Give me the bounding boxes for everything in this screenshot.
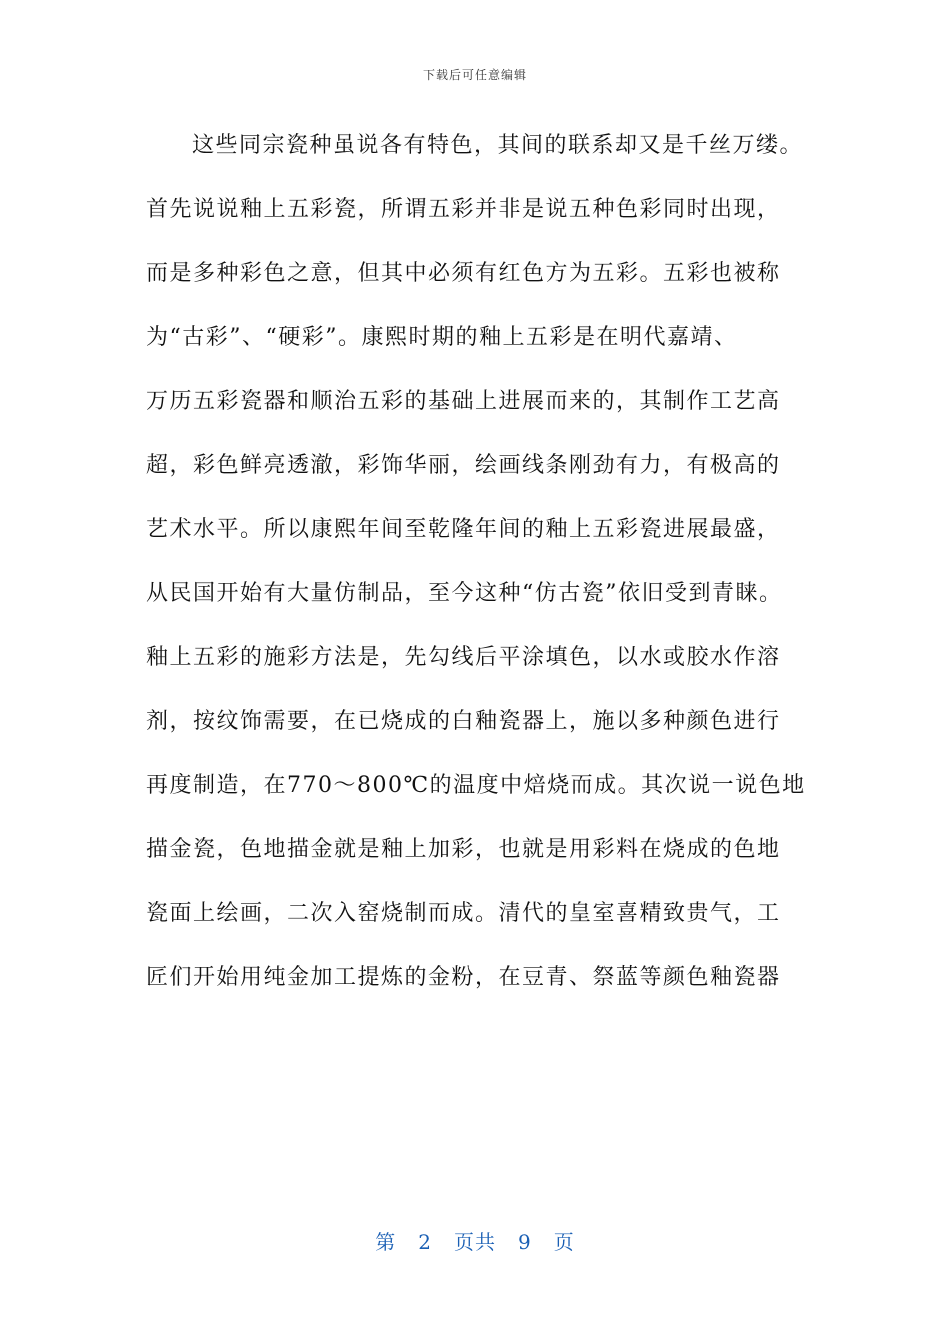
text-line: 再度制造，在770～800℃的温度中焙烧而成。其次说一说色地: [146, 773, 806, 798]
footer-page-current: 2: [418, 1230, 432, 1254]
text-line: 从民国开始有大量仿制品，至今这种“仿古瓷”依旧受到青睐。: [146, 581, 783, 606]
page-footer: [0, 1226, 950, 1255]
body-text: [146, 128, 826, 1024]
text-line: 为“古彩”、“硬彩”。康熙时期的釉上五彩是在明代嘉靖、: [146, 325, 738, 350]
text-line: 艺术水平。所以康熙年间至乾隆年间的釉上五彩瓷进展最盛，: [146, 517, 781, 542]
text-line: 釉上五彩的施彩方法是，先勾线后平涂填色，以水或胶水作溶: [146, 645, 781, 670]
text-line: 匠们开始用纯金加工提炼的金粉，在豆青、祭蓝等颜色釉瓷器: [146, 965, 781, 990]
footer-middle: 页共: [454, 1230, 496, 1254]
text-line: 描金瓷，色地描金就是釉上加彩，也就是用彩料在烧成的色地: [146, 837, 781, 862]
text-line: 而是多种彩色之意，但其中必须有红色方为五彩。五彩也被称: [146, 261, 781, 286]
footer-suffix: 页: [553, 1230, 575, 1254]
text-line: 万历五彩瓷器和顺治五彩的基础上进展而来的，其制作工艺高: [146, 389, 781, 414]
footer-page-total: 9: [518, 1230, 532, 1254]
text-line: 瓷面上绘画，二次入窑烧制而成。清代的皇室喜精致贵气，工: [146, 901, 781, 926]
footer-prefix: 第: [375, 1230, 397, 1254]
text-line: 超，彩色鲜亮透澈，彩饰华丽，绘画线条刚劲有力，有极高的: [146, 453, 781, 478]
text-line: 剂，按纹饰需要，在已烧成的白釉瓷器上，施以多种颜色进行: [146, 709, 781, 734]
page-header: 下载后可任意编辑: [422, 68, 527, 82]
text-line: 这些同宗瓷种虽说各有特色，其间的联系却又是千丝万缕。: [192, 133, 804, 158]
text-line: 首先说说釉上五彩瓷，所谓五彩并非是说五种色彩同时出现，: [146, 197, 781, 222]
